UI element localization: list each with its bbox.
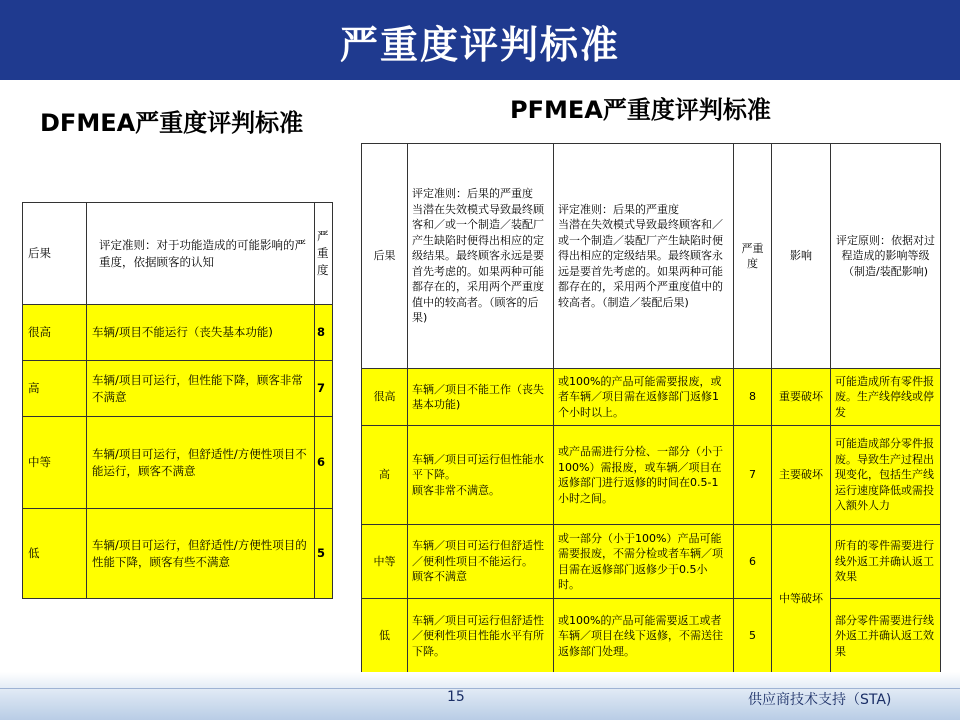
cell-manufacturing: 或产品需进行分检、一部分（小于100%）需报废，或车辆／项目在返修部门进行返修的时间在0.5-1小时之间。 [554,426,734,525]
cell-severity: 5 [734,599,772,674]
header-severity: 严重度 [734,144,772,369]
cell-severity: 8 [315,305,333,361]
header-effect: 后果 [362,144,408,369]
cell-criteria: 车辆/项目可运行，但性能下降，顾客非常不满意 [87,361,315,417]
page-number: 15 [447,689,465,705]
cell-severity: 7 [734,426,772,525]
cell-customer: 车辆／项目不能工作（丧失基本功能) [408,369,554,426]
cell-process: 部分零件需要进行线外返工并确认返工效果 [831,599,941,674]
cell-manufacturing: 或一部分（小于100%）产品可能需要报废，不需分检或者车辆／项目需在返修部门返修少于0.5小时。 [554,525,734,599]
cell-impact: 重要破坏 [772,369,831,426]
cell-effect: 中等 [362,525,408,599]
cell-effect: 中等 [23,417,87,509]
cell-manufacturing: 或100%的产品可能需要报废，或者车辆／项目需在返修部门返修1个小时以上。 [554,369,734,426]
cell-effect: 高 [23,361,87,417]
cell-customer: 车辆／项目可运行但舒适性／便利性项目性能水平有所下降。 [408,599,554,674]
header-criteria: 评定准则：对于功能造成的可能影响的严重度，依据顾客的认知 [87,203,315,305]
table-row [362,369,941,426]
dfmea-title: DFMEA严重度评判标准 [40,109,304,137]
cell-customer: 车辆／项目可运行但性能水平下降。 顾客非常不满意。 [408,426,554,525]
cell-severity: 6 [734,525,772,599]
header-severity: 严重度 [315,203,333,305]
cell-severity: 8 [734,369,772,426]
cell-manufacturing: 或100%的产品可能需要返工或者车辆／项目在线下返修，不需送往返修部门处理。 [554,599,734,674]
header-impact: 影响 [772,144,831,369]
header-process-criteria: 评定原则：依据对过程造成的影响等级（制造/装配影响) [831,144,941,369]
table-row [23,509,333,599]
table-row [23,417,333,509]
cell-effect: 高 [362,426,408,525]
cell-process: 可能造成所有零件报废。生产线停线或停发 [831,369,941,426]
cell-criteria: 车辆/项目不能运行（丧失基本功能) [87,305,315,361]
pfmea-title: PFMEA严重度评判标准 [510,96,771,124]
cell-criteria: 车辆/项目可运行，但舒适性/方便性项目不能运行，顾客不满意 [87,417,315,509]
cell-process: 所有的零件需要进行线外返工并确认返工效果 [831,525,941,599]
cell-customer: 车辆／项目可运行但舒适性／便利性项目不能运行。 顾客不满意 [408,525,554,599]
cell-impact: 中等破坏 [772,525,831,674]
cell-severity: 6 [315,417,333,509]
table-row [23,361,333,417]
header-manufacturing-criteria: 评定准则：后果的严重度 当潜在失效模式导致最终顾客和／或一个制造／装配厂产生缺陷时便得出相应的定级结果。最终顾客永远是要首先考虑的。如果两种可能都存在的，采用两个严重度值中的较高者。（制造／装配后果) [554,144,734,369]
table-header-row [23,203,333,305]
cell-process: 可能造成部分零件报废。导致生产过程出现变化，包括生产线运行速度降低或需投入额外人力 [831,426,941,525]
header-customer-criteria: 评定准则：后果的严重度 当潜在失效模式导致最终顾客和／或一个制造／装配厂产生缺陷时便得出相应的定级结果。最终顾客永远是要首先考虑的。如果两种可能都存在的，采用两个严重度值中的较高者。（顾客的后果) [408,144,554,369]
footer-label: 供应商技术支持（STA) [748,692,892,708]
pfmea-table [361,143,941,674]
cell-effect: 很高 [362,369,408,426]
title-bar [0,0,960,80]
dfmea-table [22,202,333,599]
table-header-row [362,144,941,369]
cell-severity: 7 [315,361,333,417]
cell-severity: 5 [315,509,333,599]
table-row [362,599,941,674]
table-row [23,305,333,361]
slide-title: 严重度评判标准 [339,23,620,67]
header-effect: 后果 [23,203,87,305]
cell-effect: 很高 [23,305,87,361]
cell-effect: 低 [23,509,87,599]
cell-effect: 低 [362,599,408,674]
table-row [362,525,941,599]
cell-criteria: 车辆/项目可运行，但舒适性/方便性项目的性能下降，顾客有些不满意 [87,509,315,599]
cell-impact: 主要破坏 [772,426,831,525]
table-row [362,426,941,525]
